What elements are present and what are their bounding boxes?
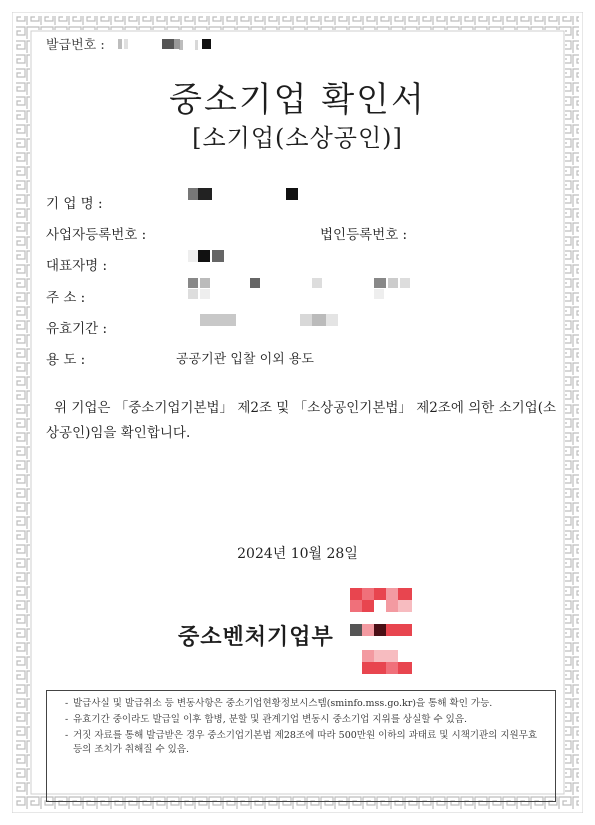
document-subtitle: [소기업(소상공인)] <box>192 124 403 152</box>
purpose-value: 공공기관 입찰 이외 용도 <box>176 352 314 367</box>
confirmation-statement: 위 기업은 「중소기업기본법」 제2조 및 「소상공인기본법」 제2조에 의한 소기업(소상공인)임을 확인합니다. <box>46 400 557 441</box>
ceo-name-redacted <box>188 248 228 268</box>
validity-redacted <box>200 312 340 332</box>
company-name-label: 기 업 명 : <box>46 196 103 212</box>
notice-item: - 유효기간 중이라도 발급일 이후 합병, 분할 및 관계기업 변동시 중소기업 지위를 상실할 수 있음. <box>65 713 545 727</box>
address-label: 주 소 : <box>46 290 86 306</box>
ceo-name-label: 대표자명 : <box>46 258 108 274</box>
address-redacted <box>188 276 418 306</box>
notice-item: - 거짓 자료를 통해 발급받은 경우 중소기업기본법 제28조에 따라 500만원 이하의 과태료 및 시책기관의 지원무효 등의 조치가 취해질 수 있음. <box>65 729 545 757</box>
issue-number-blur <box>118 37 218 56</box>
purpose-label: 용 도 : <box>46 352 86 368</box>
document-title: 중소기업 확인서 <box>169 80 426 120</box>
validity-label: 유효기간 : <box>46 321 108 337</box>
issuer-name: 중소벤처기업부 <box>178 625 334 650</box>
official-seal-image <box>348 588 428 678</box>
company-name-redacted <box>188 186 318 206</box>
notice-item: - 발급사실 및 발급취소 등 변동사항은 중소기업현황정보시스템(sminfo.mss.go.kr)을 통해 확인 가능. <box>65 697 545 711</box>
issue-date: 2024년 10월 28일 <box>237 546 358 562</box>
notice-box <box>46 690 556 802</box>
corp-reg-label: 법인등록번호 : <box>320 227 408 243</box>
issue-number-label: 발급번호 : <box>46 38 105 53</box>
business-reg-label: 사업자등록번호 : <box>46 227 147 243</box>
